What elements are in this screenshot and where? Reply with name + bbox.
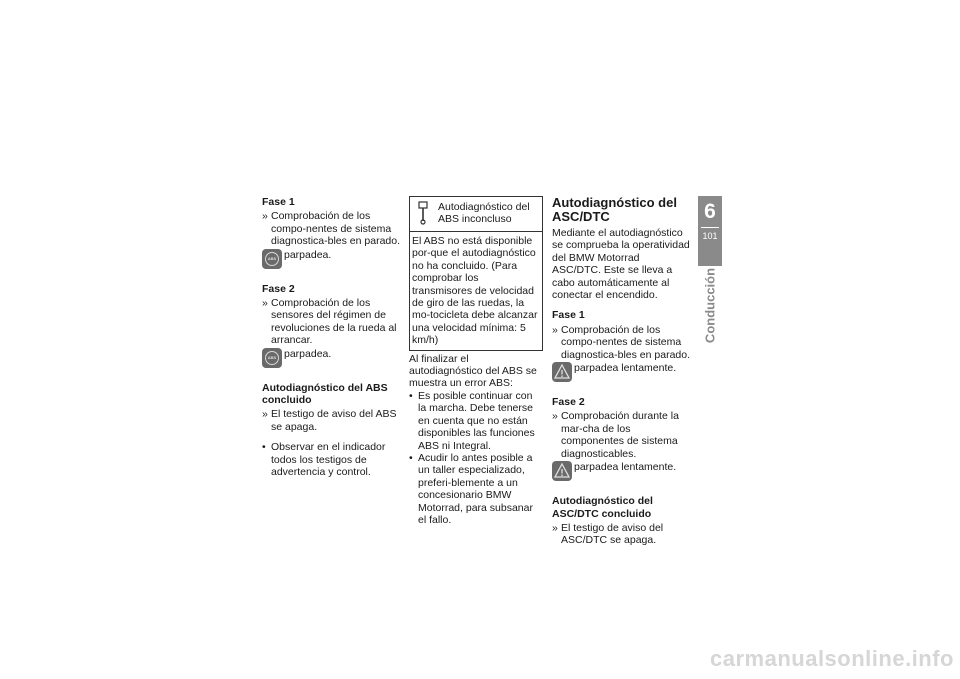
phase2-step	[552, 410, 690, 460]
chapter-name: Conducción	[702, 267, 718, 344]
abs-done-step	[262, 408, 402, 433]
note-header	[410, 197, 542, 232]
observe-bullet	[262, 441, 402, 478]
wrench-note-icon	[416, 201, 430, 225]
phase1-indicator	[552, 362, 690, 386]
step-marker: »	[552, 323, 558, 336]
page-number: 101	[702, 231, 718, 241]
asc-done-text: El testigo de aviso del ASC/DTC se apaga.	[561, 521, 664, 547]
bullet-continue	[409, 390, 543, 452]
bullet-workshop	[409, 452, 543, 526]
warning-triangle-icon	[552, 461, 572, 481]
phase1-indicator	[262, 249, 402, 273]
phase2-indicator	[552, 461, 690, 485]
step-marker: »	[262, 408, 268, 421]
phase2-indicator	[262, 348, 402, 372]
bullet-marker: •	[409, 389, 413, 402]
phase1-step	[262, 210, 402, 247]
chapter-tab	[698, 196, 722, 266]
step-marker: »	[262, 210, 268, 223]
asc-done-heading: Autodiagnóstico del ASC/DTC concluido	[552, 495, 653, 520]
chapter-label	[698, 267, 722, 350]
phase1-step-text: Comprobación de los compo-nentes de sistema diagnostica-bles en parado.	[271, 210, 401, 248]
column-middle	[409, 196, 543, 526]
phase2-step	[262, 297, 402, 347]
section-intro: Mediante el autodiagnóstico se comprueba la operatividad del BMW Motorrad ASC/DTC. Este se lleva a cabo automáticamente al conectar el encendido.	[552, 227, 690, 302]
warning-triangle-icon	[552, 362, 572, 382]
phase2-step-text: Comprobación durante la mar-cha de los componentes de sistema diagnosticables.	[561, 410, 679, 460]
phase2-heading: Fase 2	[262, 282, 295, 295]
step-marker: »	[262, 297, 268, 310]
phase2-heading: Fase 2	[552, 396, 585, 409]
section-title: Autodiagnóstico del ASC/DTC	[552, 195, 677, 224]
bullet-workshop-text: Acudir lo antes posible a un taller especializado, preferi-blemente a un concesionario BMW Motorrad, para subsanar el fallo.	[418, 451, 533, 526]
indicator-text: parpadea lentamente.	[574, 362, 677, 375]
abs-done-text: El testigo de aviso del ABS se apaga.	[271, 408, 397, 433]
phase2-step-text: Comprobación de los sensores del régimen de revoluciones de la rueda al arrancar.	[271, 297, 397, 347]
note-title: Autodiagnóstico del ABS inconcluso	[438, 201, 530, 226]
phase1-heading: Fase 1	[262, 196, 295, 208]
asc-done-step	[552, 522, 690, 547]
indicator-text: parpadea.	[284, 347, 332, 360]
bullet-continue-text: Es posible continuar con la marcha. Debe tenerse en cuenta que no están disponibles las funciones ABS ni Integral.	[418, 389, 535, 452]
phase1-step-text: Comprobación de los compo-nentes de sistema diagnostica-bles en parado.	[561, 323, 691, 361]
indicator-text: parpadea lentamente.	[574, 461, 677, 474]
note-body: El ABS no está disponible por-que el autodiagnóstico no ha concluido. (Para comprobar los transmisores de velocidad de giro de las ruedas, la mo-tocicleta debe alcanzar una velocidad mínima: 5 km/h)	[412, 235, 538, 347]
bullet-marker: •	[262, 441, 266, 454]
observe-text: Observar en el indicador todos los testigos de advertencia y control.	[271, 441, 386, 479]
bullet-marker: •	[409, 451, 413, 464]
indicator-text: parpadea.	[284, 248, 332, 261]
phase1-heading: Fase 1	[552, 309, 585, 322]
note-box	[409, 196, 543, 351]
column-left	[262, 196, 402, 479]
step-marker: »	[552, 521, 558, 534]
abs-warning-icon: ABS	[262, 348, 282, 368]
column-right	[552, 196, 690, 547]
chapter-number: 6	[704, 200, 716, 223]
watermark: carmanualsonline.info	[710, 646, 954, 671]
step-marker: »	[552, 410, 558, 423]
phase1-step	[552, 324, 690, 361]
abs-warning-icon: ABS	[262, 249, 282, 269]
after-text: Al finalizar el autodiagnóstico del ABS se muestra un error ABS:	[409, 352, 537, 390]
abs-done-heading: Autodiagnóstico del ABS concluido	[262, 381, 388, 407]
